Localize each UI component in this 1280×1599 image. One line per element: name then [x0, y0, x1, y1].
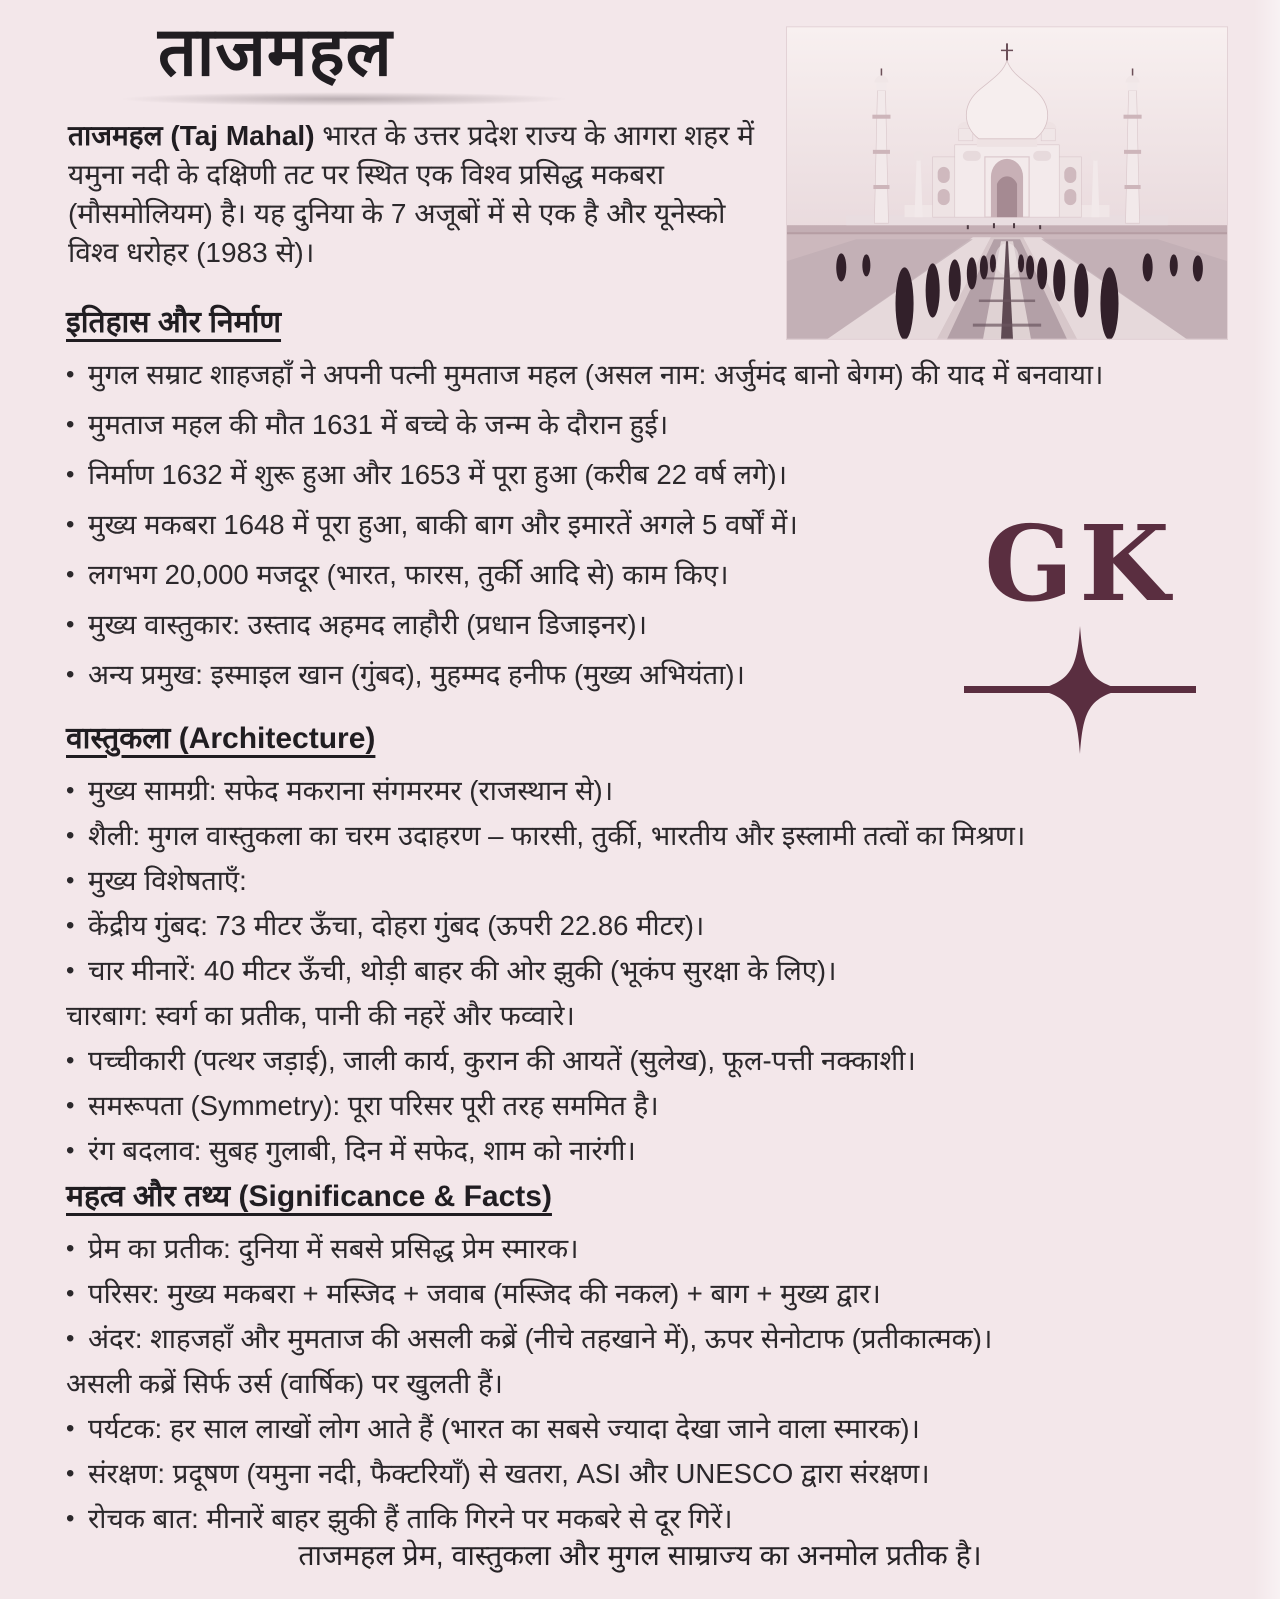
list-item-text: अंदर: शाहजहाँ और मुमताज की असली कब्रें (नीचे तहखाने में), ऊपर सेनोटाफ (प्रतीकात्मक)।	[88, 1323, 993, 1354]
taj-mahal-photo	[786, 26, 1228, 340]
list-item-text: चारबाग: स्वर्ग का प्रतीक, पानी की नहरें और फव्वारे।	[66, 1000, 575, 1031]
bullet-icon: •	[66, 1280, 75, 1307]
list-item	[66, 1456, 1230, 1492]
list-item-text: निर्माण 1632 में शुरू हुआ और 1653 में पूरा हुआ (करीब 22 वर्ष लगे)।	[88, 459, 788, 490]
section-heading-history: इतिहास और निर्माण	[66, 306, 282, 339]
list-item-text: मुख्य सामग्री: सफेद मकराना संगमरमर (राजस्थान से)।	[88, 775, 614, 806]
bullet-icon: •	[66, 611, 75, 638]
list-item-text: पर्यटक: हर साल लाखों लोग आते हैं (भारत का सबसे ज्यादा देखा जाने वाला स्मारक)।	[88, 1413, 920, 1444]
list-item	[66, 1088, 1230, 1124]
section-significance	[66, 1174, 1230, 1546]
bullet-icon: •	[66, 1505, 75, 1532]
list-item-text: लगभग 20,000 मजदूर (भारत, फारस, तुर्की आदि से) काम किए।	[88, 559, 729, 590]
architecture-bullet-list	[66, 773, 1230, 1169]
list-item-text: रंग बदलाव: सुबह गुलाबी, दिन में सफेद, शाम को नारंगी।	[88, 1135, 636, 1166]
bullet-icon: •	[66, 561, 75, 588]
list-item	[66, 953, 1230, 989]
intro-paragraph	[68, 116, 774, 272]
list-item	[66, 1501, 1230, 1537]
list-item-text: अन्य प्रमुख: इस्माइल खान (गुंबद), मुहम्मद हनीफ (मुख्य अभियंता)।	[88, 659, 745, 690]
bullet-icon: •	[66, 1047, 75, 1074]
list-item	[66, 1231, 1230, 1267]
list-item	[66, 908, 1230, 944]
bullet-icon: •	[66, 777, 75, 804]
section-heading-significance: महत्व और तथ्य (Significance & Facts)	[66, 1180, 552, 1213]
bullet-icon: •	[66, 461, 75, 488]
list-item-text: समरूपता (Symmetry): पूरा परिसर पूरी तरह सममित है।	[88, 1090, 659, 1121]
bullet-icon: •	[66, 511, 75, 538]
list-item	[66, 457, 1196, 493]
list-item-text: शैली: मुगल वास्तुकला का चरम उदाहरण – फारसी, तुर्की, भारतीय और इस्लामी तत्वों का मिश्रण।	[88, 820, 1026, 851]
bullet-icon: •	[66, 1092, 75, 1119]
list-item-text: असली कब्रें सिर्फ उर्स (वार्षिक) पर खुलती हैं।	[66, 1368, 503, 1399]
bullet-icon: •	[66, 1460, 75, 1487]
bullet-icon: •	[66, 867, 75, 894]
list-item-text: मुख्य मकबरा 1648 में पूरा हुआ, बाकी बाग और इमारतें अगले 5 वर्षों में।	[88, 509, 798, 540]
scan-edge-highlight	[1254, 0, 1280, 1599]
page-title: ताजमहल	[158, 14, 393, 90]
list-item-text: मुगल सम्राट शाहजहाँ ने अपनी पत्नी मुमताज महल (असल नाम: अर्जुमंद बानो बेगम) की याद में बनवाया।	[88, 359, 1104, 390]
list-item	[66, 818, 1230, 854]
list-item	[66, 773, 1230, 809]
bullet-icon: •	[66, 1325, 75, 1352]
gk-logo-text: GK	[984, 502, 1176, 625]
list-item	[66, 1411, 1230, 1447]
bullet-icon: •	[66, 912, 75, 939]
bullet-icon: •	[66, 411, 75, 438]
bullet-icon: •	[66, 1415, 75, 1442]
list-item	[66, 1321, 1230, 1357]
section-architecture	[66, 716, 1230, 1178]
bullet-icon: •	[66, 1137, 75, 1164]
bullet-icon: •	[66, 1235, 75, 1262]
list-item-text: संरक्षण: प्रदूषण (यमुना नदी, फैक्टरियाँ) से खतरा, ASI और UNESCO द्वारा संरक्षण।	[88, 1458, 930, 1489]
bullet-icon: •	[66, 957, 75, 984]
list-item	[66, 1133, 1230, 1169]
list-item	[66, 863, 1230, 899]
list-item	[66, 1276, 1230, 1312]
list-item-text: केंद्रीय गुंबद: 73 मीटर ऊँचा, दोहरा गुंबद (ऊपरी 22.86 मीटर)।	[88, 910, 705, 941]
intro-bold-lead: ताजमहल (Taj Mahal)	[68, 120, 315, 151]
bullet-icon: •	[66, 361, 75, 388]
list-item	[66, 1043, 1230, 1079]
list-item-text: प्रेम का प्रतीक: दुनिया में सबसे प्रसिद्ध प्रेम स्मारक।	[88, 1233, 579, 1264]
bullet-icon: •	[66, 822, 75, 849]
bullet-icon: •	[66, 661, 75, 688]
closing-line: ताजमहल प्रेम, वास्तुकला और मुगल साम्राज्य का अनमोल प्रतीक है।	[298, 1540, 982, 1572]
intro-text: भारत के उत्तर प्रदेश राज्य के आगरा शहर में यमुना नदी के दक्षिणी तट पर स्थित एक विश्व प्रसिद्ध मकबरा (मौसमोलियम) है। यह दुनिया के 7 अजूबों में से एक है और यूनेस्को विश्व धरोहर (1983 से)।	[68, 120, 755, 268]
list-item	[66, 998, 1230, 1034]
list-item-text: पच्चीकारी (पत्थर जड़ाई), जाली कार्य, कुरान की आयतें (सुलेख), फूल-पत्ती नक्काशी।	[88, 1045, 916, 1076]
list-item-text: मुख्य वास्तुकार: उस्ताद अहमद लाहौरी (प्रधान डिजाइनर)।	[88, 609, 647, 640]
list-item	[66, 357, 1196, 393]
list-item-text: मुख्य विशेषताएँ:	[88, 865, 247, 896]
list-item	[66, 407, 1196, 443]
significance-bullet-list	[66, 1231, 1230, 1537]
list-item-text: चार मीनारें: 40 मीटर ऊँची, थोड़ी बाहर की ओर झुकी (भूकंप सुरक्षा के लिए)।	[88, 955, 837, 986]
list-item-text: रोचक बात: मीनारें बाहर झुकी हैं ताकि गिरने पर मकबरे से दूर गिरें।	[88, 1503, 733, 1534]
title-underline-shadow	[118, 92, 570, 106]
list-item-text: परिसर: मुख्य मकबरा + मस्जिद + जवाब (मस्जिद की नकल) + बाग + मुख्य द्वार।	[88, 1278, 881, 1309]
list-item	[66, 1366, 1230, 1402]
taj-mahal-illustration	[786, 26, 1228, 340]
section-heading-architecture: वास्तुकला (Architecture)	[66, 722, 376, 755]
list-item-text: मुमताज महल की मौत 1631 में बच्चे के जन्म के दौरान हुई।	[88, 409, 669, 440]
